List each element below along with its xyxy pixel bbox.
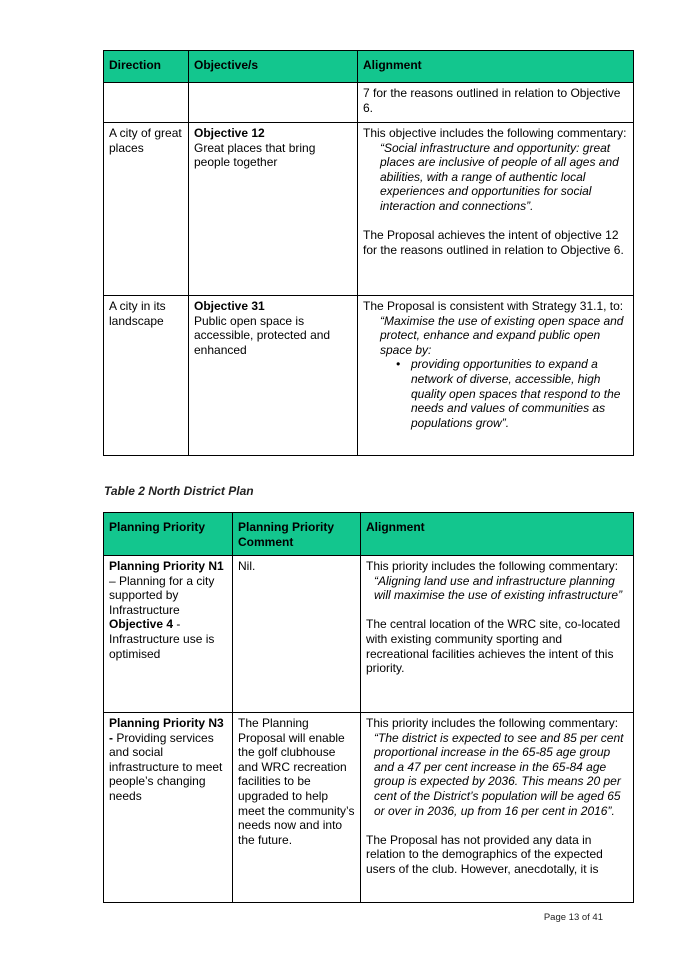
quote-lg: [380, 141, 628, 214]
planning-table-body: [104, 556, 634, 903]
table-row: [104, 713, 634, 903]
spacer: [366, 603, 628, 618]
para: [363, 299, 628, 314]
table-header-row: [104, 51, 634, 83]
text-segment: Nil.: [238, 559, 256, 573]
para: [366, 559, 628, 574]
table-row: [104, 556, 634, 713]
text-segment: “Aligning land use and infrastructure planning will maximise the use of existing infrastructure”: [374, 573, 623, 603]
text-segment: 7 for the reasons outlined in relation to Objective 6.: [363, 86, 621, 115]
table-caption: Table 2 North District Plan: [104, 484, 254, 498]
text-segment: This priority includes the following commentary:: [366, 559, 619, 573]
text-segment: – Planning for a city supported by Infrastructure: [109, 573, 215, 617]
text-segment: Planning Priority N1: [109, 559, 224, 573]
quote-sm: [374, 574, 628, 603]
text-segment: The Proposal is consistent with Strategy 31.1, to:: [363, 299, 624, 313]
para: [238, 716, 355, 847]
para: [109, 126, 183, 155]
para: [363, 86, 628, 115]
text-segment: This priority includes the following commentary:: [366, 716, 619, 730]
table-row: [104, 296, 634, 456]
text-segment: providing opportunities to expand a network of diverse, accessible, high quality open spaces that respond to the needs and values of communities as populations grow”.: [411, 357, 621, 430]
para: [238, 559, 355, 574]
column-header-planning-priority: Planning Priority: [104, 513, 233, 556]
text-segment: The Proposal has not provided any data in relation to the demographics of the expected users of the club. However, anecdotally, it is: [366, 832, 603, 876]
page-number: Page 13 of 41: [543, 912, 603, 923]
para: [363, 126, 628, 141]
table-cell: [358, 296, 634, 456]
direction-objectives-table: [103, 50, 634, 456]
table-cell: [361, 713, 634, 903]
para: [109, 559, 227, 617]
text-segment: Planning Priority N3 -: [109, 716, 224, 745]
table-cell: [189, 83, 358, 123]
bullet-text: [411, 357, 628, 430]
text-segment: “Maximise the use of existing open space and protect, enhance and expand public open space by:: [380, 313, 624, 357]
para: [194, 299, 352, 314]
para: [366, 617, 628, 675]
text-segment: The Proposal achieves the intent of objective 12 for the reasons outlined in relation to Objective 6.: [363, 228, 624, 257]
text-segment: A city in its landscape: [109, 299, 166, 328]
para: [109, 617, 227, 661]
text-segment: A city of great places: [109, 126, 182, 155]
table-cell: [104, 83, 189, 123]
table-cell: [104, 556, 233, 713]
text-segment: Objective 12: [194, 126, 265, 140]
text-segment: Objective 4: [109, 617, 174, 632]
table-cell: [189, 123, 358, 296]
table-cell: [361, 556, 634, 713]
table-row: [104, 123, 634, 296]
table-cell: [358, 123, 634, 296]
table-header-row: [104, 513, 634, 556]
table-cell: [104, 296, 189, 456]
column-header-alignment: Alignment: [361, 513, 634, 556]
table-row: [104, 83, 634, 123]
para: [194, 141, 352, 170]
column-header-alignment: Alignment: [358, 51, 634, 83]
para: [366, 716, 628, 731]
text-segment: This objective includes the following commentary:: [363, 126, 627, 140]
quote-sm: [374, 731, 628, 819]
bullet-marker: •: [396, 357, 401, 372]
para: [109, 716, 227, 804]
table-cell: [104, 123, 189, 296]
column-header-direction: Direction: [104, 51, 189, 83]
text-segment: “The district is expected to see and 85 per cent proportional increase in the 65-85 age group and a 47 per cent increase in the 65-84 age group is expected by 2036. This means 20 per cent of the District’s population will be aged 65 or over in 2036, up from 16 per cent in 2016”.: [374, 730, 624, 818]
spacer: [363, 214, 628, 229]
para: [363, 228, 628, 257]
text-segment: Objective 31: [194, 299, 265, 313]
table-cell: [358, 83, 634, 123]
para: [194, 126, 352, 141]
spacer: [366, 818, 628, 833]
text-segment: The Planning Proposal will enable the golf clubhouse and WRC recreation facilities to be upgraded to help meet the community’s needs now and into the future.: [238, 716, 355, 847]
column-header-planning-priority-comment: Planning Priority Comment: [233, 513, 361, 556]
para: [194, 314, 352, 358]
text-segment: - Infrastructure use is optimised: [109, 617, 215, 661]
text-segment: The central location of the WRC site, co-located with existing community sporting and recreational facilities achieves the intent of this priority.: [366, 617, 621, 676]
table-cell: [233, 556, 361, 713]
text-segment: “Social infrastructure and opportunity: great places are inclusive of people of all ages and abilities, with a range of authentic local experiences and opportunities for social interaction and connections”.: [380, 140, 619, 213]
bullet-item: [396, 357, 628, 430]
para: [366, 833, 628, 877]
table-cell: [104, 713, 233, 903]
column-header-objectives: Objective/s: [189, 51, 358, 83]
table-cell: [233, 713, 361, 903]
table-cell: [189, 296, 358, 456]
planning-priority-table: [103, 512, 634, 903]
text-segment: Public open space is accessible, protected and enhanced: [194, 313, 331, 357]
quote-lg: [380, 314, 628, 358]
direction-table-body: [104, 83, 634, 456]
para: [109, 299, 183, 328]
text-segment: Providing services and social infrastructure to meet people’s changing needs: [109, 730, 223, 803]
text-segment: Great places that bring people together: [194, 140, 316, 170]
